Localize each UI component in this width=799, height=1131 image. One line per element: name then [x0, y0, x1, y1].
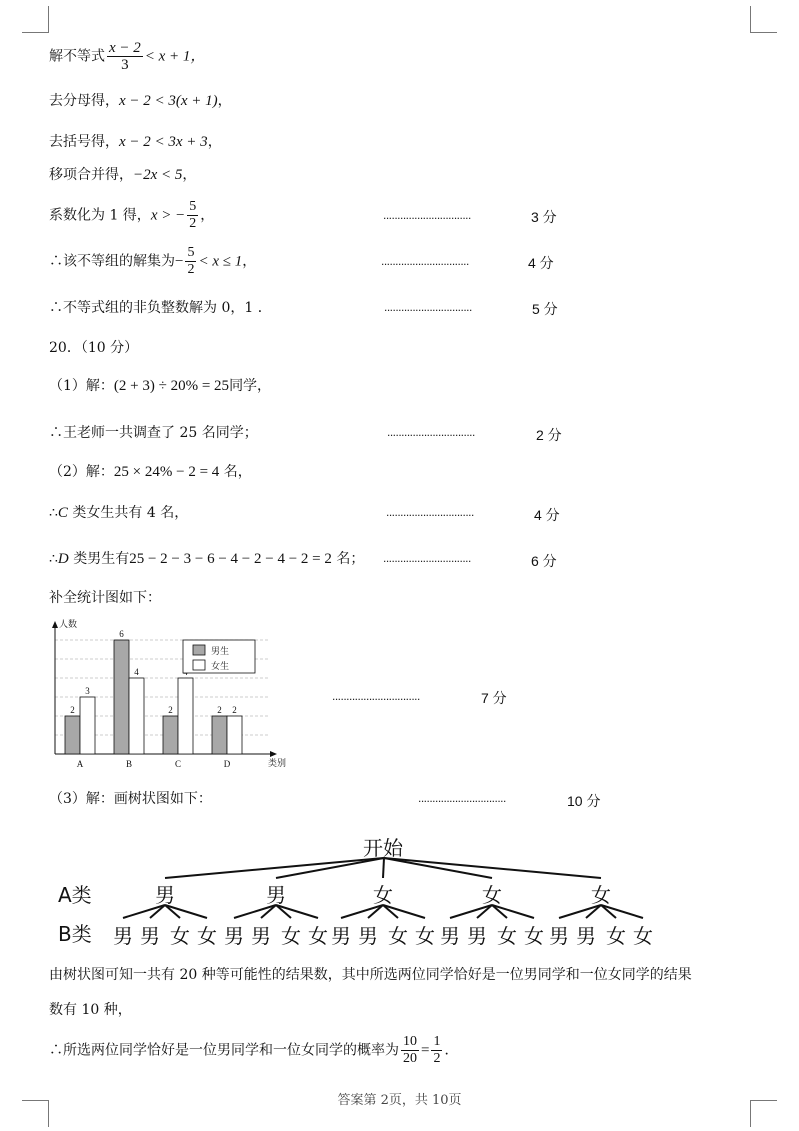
part2-d-line — [49, 549, 364, 569]
tree-node-b: 女 — [633, 924, 653, 948]
fraction-numerator: 1 — [433, 1034, 441, 1049]
legend-swatch — [193, 660, 205, 670]
tree-branch-line — [276, 858, 384, 878]
probability-line — [49, 1034, 458, 1067]
score-2: 2 分 — [536, 427, 562, 443]
line-text: （1）解： — [49, 378, 114, 394]
math-expr: x − 2 < 3(x + 1) — [119, 93, 218, 109]
fraction — [401, 1034, 419, 1067]
coefficient-line — [49, 199, 214, 232]
tree-branch-line — [384, 858, 601, 878]
legend-swatch — [193, 645, 205, 655]
math-expr: x > − — [150, 207, 186, 224]
nonnegative-integer-line — [49, 298, 272, 318]
score-5: 5 分 — [532, 301, 558, 317]
line-text: 数有 10 种， — [49, 1002, 132, 1018]
math-expr: −2x < 5 — [133, 167, 183, 183]
fraction-denominator: 3 — [121, 57, 129, 73]
tree-node-b: 男 — [251, 924, 271, 948]
line-text: 类男生有 — [68, 551, 130, 567]
x-tick-label: B — [125, 759, 133, 769]
corner-mark-top-left — [22, 6, 49, 33]
bar-A-女生 — [80, 697, 95, 754]
math-expr: 25 − 2 − 3 − 6 − 4 − 2 − 4 − 2 = 2 — [129, 551, 332, 567]
fraction — [431, 1034, 442, 1067]
question-20-heading — [49, 338, 138, 358]
score-3: 3 分 — [531, 209, 557, 225]
line-text: ∴ — [49, 551, 58, 567]
solution-set-line — [49, 245, 256, 278]
tree-node-a: 男 — [155, 883, 175, 907]
x-axis-arrow — [270, 751, 277, 757]
line-text: （2）解： — [49, 464, 114, 480]
x-axis-title: 类别 — [268, 759, 287, 769]
corner-mark-top-right — [750, 6, 777, 33]
legend-label: 男生 — [211, 647, 230, 657]
score-4b: 4 分 — [534, 507, 560, 523]
line-text: ∴所选两位同学恰好是一位男同学和一位女同学的概率为 — [49, 1042, 399, 1059]
score-dots: ............................... — [418, 791, 506, 805]
fraction-denominator: 20 — [403, 1051, 417, 1066]
tree-node-b: 男 — [576, 924, 596, 948]
line-text: ∴王老师一共调查了 25 名同学； — [49, 425, 258, 441]
tree-node-b: 女 — [524, 924, 544, 948]
score-dots: ............................... — [383, 551, 471, 565]
line-text: 解不等式 — [49, 48, 105, 65]
tree-node-b: 女 — [308, 924, 328, 948]
tree-branch-line — [384, 858, 492, 878]
line-text: 补全统计图如下： — [49, 590, 161, 606]
math-expr: (2 + 3) ÷ 20% = 25 — [113, 378, 230, 394]
line-text: 同学， — [229, 378, 272, 394]
line-text: ． — [444, 1042, 459, 1059]
line-text: ∴不等式组的非负整数解为 0，1 ． — [49, 300, 272, 316]
tree-node-b: 男 — [467, 924, 487, 948]
line-text: ， — [182, 167, 197, 183]
score-dots: ............................... — [383, 208, 471, 222]
tree-node-b: 女 — [388, 924, 408, 948]
tree-branch-line — [165, 858, 384, 878]
fraction — [107, 40, 143, 73]
fraction — [185, 245, 196, 278]
tree-node-b: 女 — [197, 924, 217, 948]
part2-c-line — [49, 503, 188, 523]
score-4: 4 分 — [528, 255, 554, 271]
score-10: 10 分 — [567, 793, 601, 809]
score-dots: ............................... — [332, 689, 420, 703]
bar-D-男生 — [212, 716, 227, 754]
math-var: D — [57, 551, 69, 567]
tree-node-b: 女 — [497, 924, 517, 948]
fraction-numerator: x − 2 — [109, 40, 141, 56]
x-tick-label: C — [174, 759, 182, 769]
score-dots: ............................... — [384, 300, 472, 314]
fraction — [187, 199, 198, 232]
legend-label: 女生 — [211, 662, 230, 672]
math-expr: = — [421, 1042, 430, 1059]
tree-node-b: 男 — [113, 924, 133, 948]
fraction-numerator: 5 — [189, 199, 197, 214]
combine-terms-line — [49, 165, 196, 185]
tree-branch-line — [383, 858, 384, 878]
tree-node-a: 女 — [373, 883, 393, 907]
question-number: 20．（10 分） — [49, 340, 139, 356]
tree-node-b: 男 — [224, 924, 244, 948]
score-dots: ............................... — [387, 425, 475, 439]
tree-level-a-label: A类 — [58, 883, 92, 907]
line-text: 去括号得， — [49, 134, 119, 150]
part2-line — [49, 462, 252, 482]
math-expr: x − 2 < 3x + 3 — [119, 134, 208, 150]
bar-D-女生 — [227, 716, 242, 754]
bar-B-女生 — [129, 678, 144, 754]
tree-node-b: 女 — [606, 924, 626, 948]
line-text: 由树状图可知一共有 20 种等可能性的结果数，其中所选两位同学恰好是一位男同学和一位女同学的结果 — [49, 967, 692, 983]
x-tick-label: D — [223, 759, 231, 769]
tree-node-b: 男 — [331, 924, 351, 948]
bar-value-label: 4 — [134, 667, 139, 677]
bar-A-男生 — [65, 716, 80, 754]
math-expr: < x + 1， — [144, 48, 206, 65]
tree-node-b: 女 — [415, 924, 435, 948]
y-axis-title: 人数 — [59, 620, 78, 630]
score-dots: ............................... — [386, 505, 474, 519]
line-text: ， — [200, 207, 215, 224]
math-expr: 25 × 24% − 2 = 4 — [113, 464, 220, 480]
score-dots: ............................... — [381, 254, 469, 268]
tree-node-b: 男 — [358, 924, 378, 948]
line-text: ∴ — [49, 505, 58, 521]
line-text: 名； — [331, 551, 365, 567]
bar-value-label: 2 — [168, 705, 173, 715]
bar-C-男生 — [163, 716, 178, 754]
line-text: ， — [207, 134, 222, 150]
part1-line — [49, 376, 271, 396]
tree-node-a: 女 — [591, 883, 611, 907]
tree-root: 开始 — [363, 836, 403, 860]
line-text: （3）解：画树状图如下： — [49, 791, 212, 807]
page-footer: 答案第 2页，共 10页 — [337, 1093, 462, 1108]
line-text: ∴该不等组的解集为 — [49, 253, 175, 270]
line-text: 系数化为 1 得， — [49, 207, 151, 224]
math-var: C — [57, 505, 68, 521]
bar-value-label: 6 — [119, 629, 124, 639]
math-expr: < x ≤ 1 — [198, 253, 243, 270]
x-tick-label: A — [76, 759, 84, 769]
bar-value-label: 2 — [232, 705, 237, 715]
line-text: 名， — [219, 464, 252, 480]
bar-value-label: 2 — [70, 705, 75, 715]
tree-level-b-label: B类 — [58, 922, 92, 946]
tree-node-b: 女 — [170, 924, 190, 948]
math-expr: − — [175, 253, 184, 270]
tree-node-b: 男 — [549, 924, 569, 948]
y-axis-arrow — [52, 621, 58, 628]
tree-node-b: 男 — [140, 924, 160, 948]
fraction-numerator: 10 — [403, 1034, 417, 1049]
line-text: 类女生共有 4 名， — [67, 505, 189, 521]
line-text: 移项合并得， — [49, 167, 133, 183]
fraction-denominator: 2 — [189, 216, 197, 231]
fraction-denominator: 2 — [187, 262, 195, 277]
conclusion-line-1 — [49, 965, 692, 985]
score-6: 6 分 — [531, 553, 557, 569]
part3-line — [49, 789, 212, 809]
tree-node-b: 女 — [281, 924, 301, 948]
tree-node-a: 女 — [482, 883, 502, 907]
remove-brackets-line — [49, 132, 222, 152]
part1-conclusion-line — [49, 423, 258, 443]
line-text: ， — [217, 93, 232, 109]
bar-value-label: 3 — [85, 686, 90, 696]
solve-inequality-line — [49, 40, 205, 73]
bar-value-label: 2 — [217, 705, 222, 715]
fraction-denominator: 2 — [433, 1051, 441, 1066]
remove-denominator-line — [49, 91, 232, 111]
line-text: 去分母得， — [49, 93, 119, 109]
bar-B-男生 — [114, 640, 129, 754]
conclusion-line-2 — [49, 1000, 132, 1020]
bar-chart — [45, 618, 287, 773]
bar-C-女生 — [178, 678, 193, 754]
line-text: ， — [242, 253, 257, 270]
tree-node-a: 男 — [266, 883, 286, 907]
fraction-numerator: 5 — [187, 245, 195, 260]
chart-intro-line — [49, 588, 161, 608]
tree-node-b: 男 — [440, 924, 460, 948]
score-7: 7 分 — [481, 690, 507, 706]
